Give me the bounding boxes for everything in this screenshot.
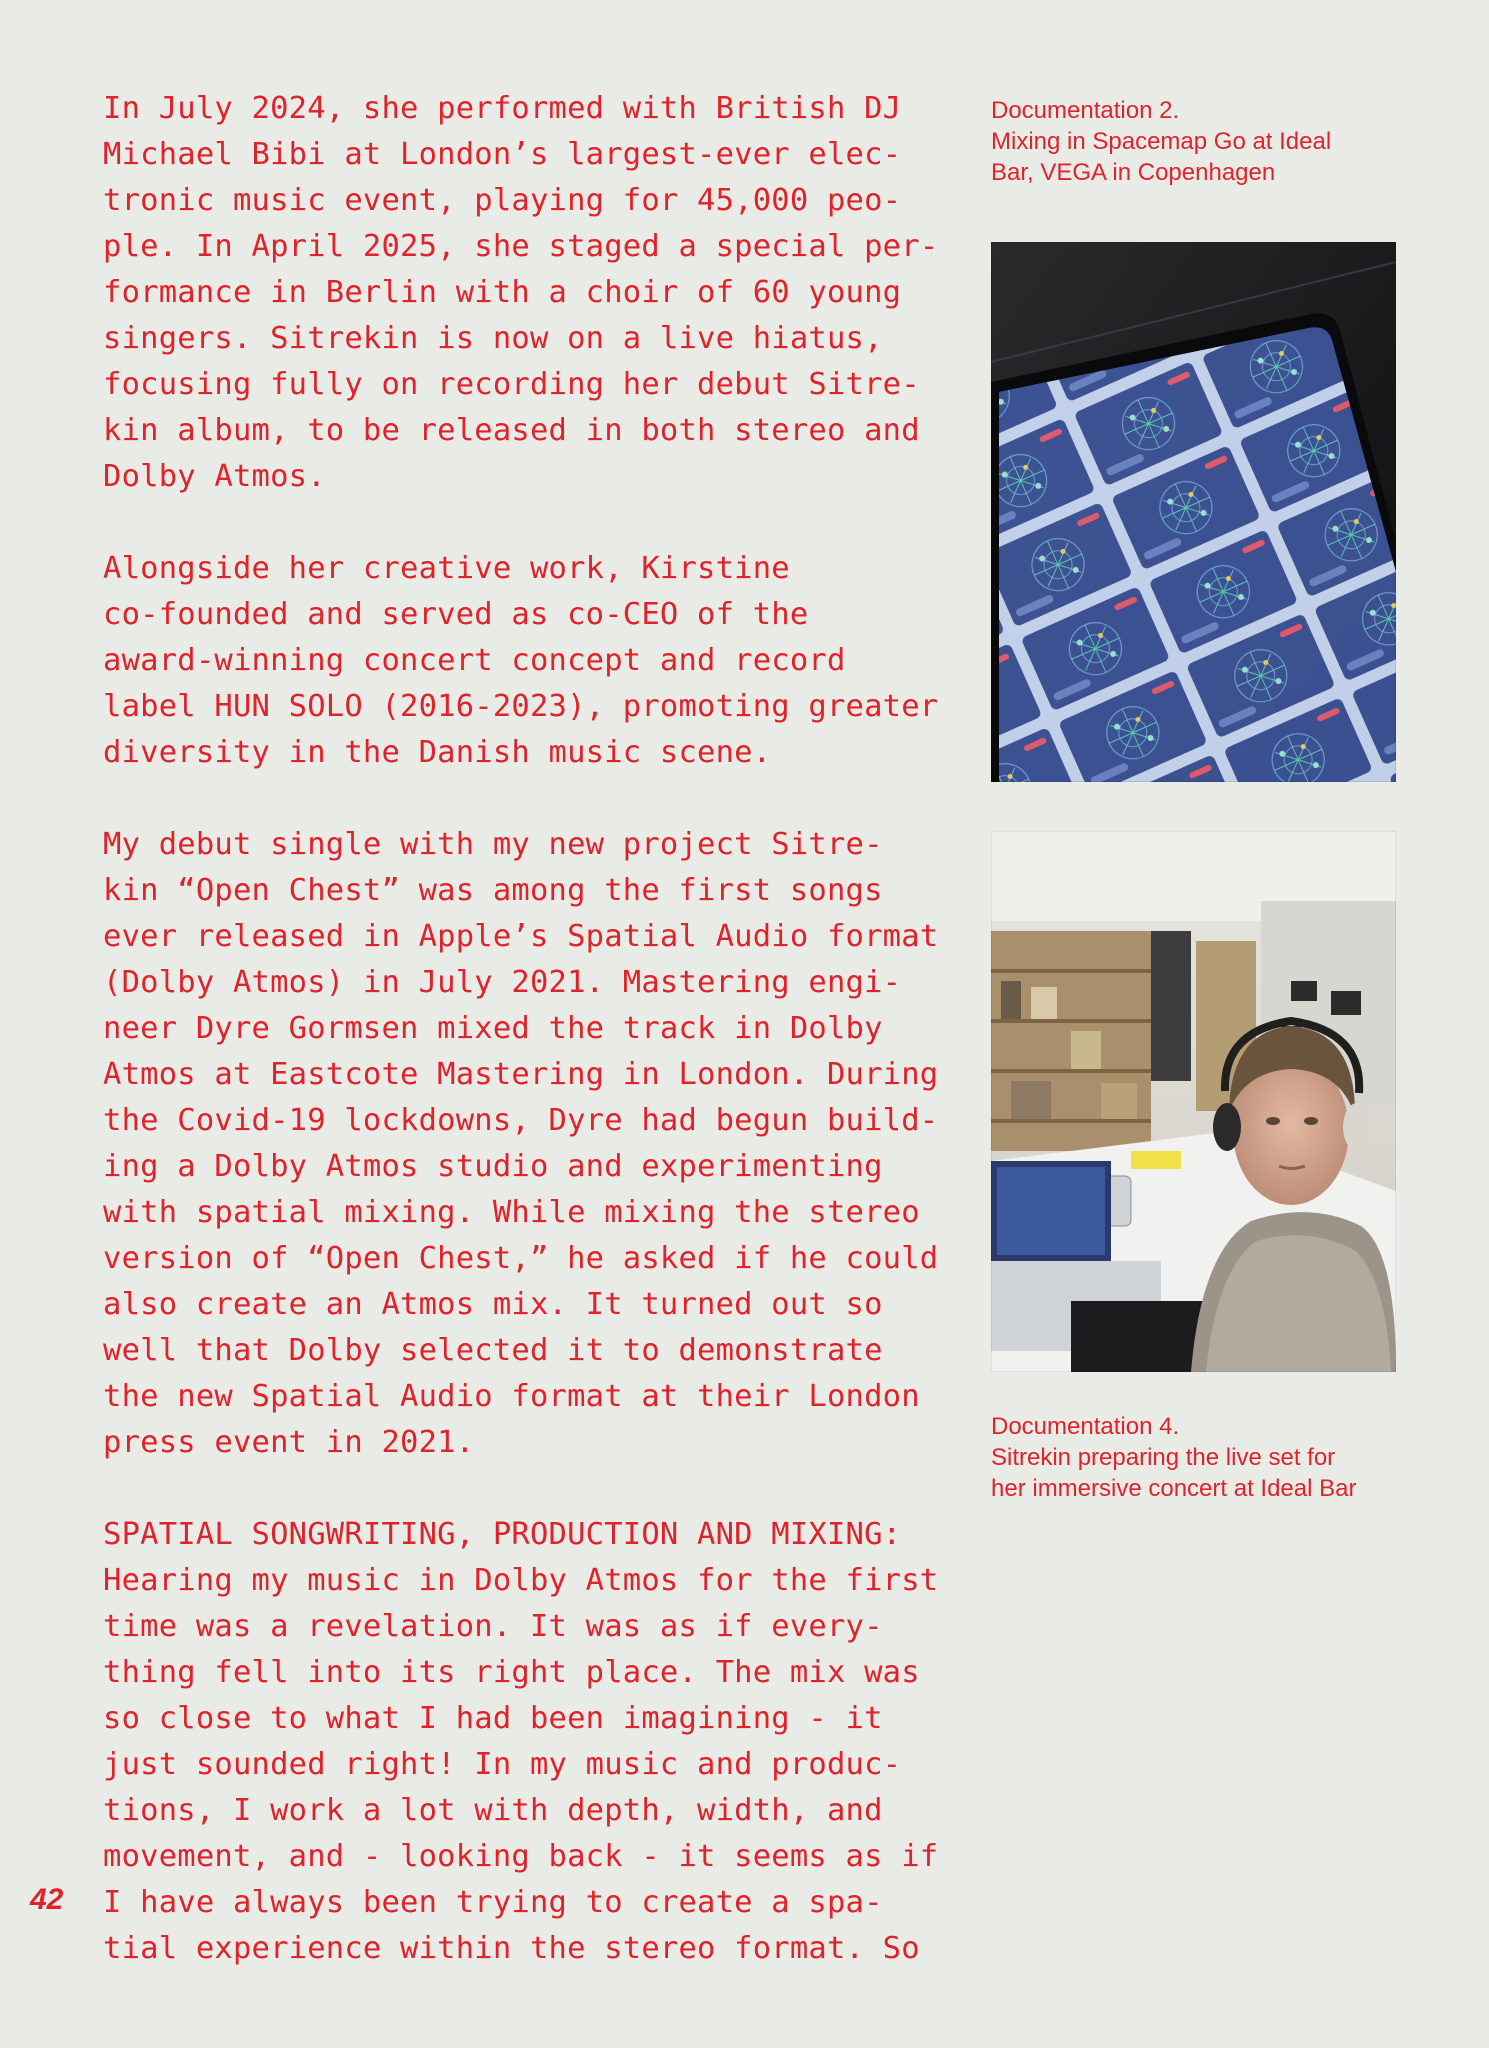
- text-line: Alongside her creative work, Kirstine: [103, 551, 790, 586]
- text-line: movement, and - looking back - it seems as if: [103, 1839, 939, 1874]
- caption-line: Bar, VEGA in Copenhagen: [991, 159, 1276, 186]
- text-line: formance in Berlin with a choir of 60 young: [103, 275, 902, 310]
- text-line: focusing fully on recording her debut Sitre-: [103, 367, 920, 402]
- text-line: diversity in the Danish music scene.: [103, 735, 772, 770]
- text-line: version of “Open Chest,” he asked if he could: [103, 1241, 939, 1276]
- text-line: In July 2024, she performed with British DJ: [103, 91, 902, 126]
- text-line: award-winning concert concept and record: [103, 643, 846, 678]
- text-line: ever released in Apple’s Spatial Audio format: [103, 919, 939, 954]
- paragraph-hun-solo: [103, 546, 963, 776]
- text-line: Atmos at Eastcote Mastering in London. During: [103, 1057, 939, 1092]
- text-line: just sounded right! In my music and produc-: [103, 1747, 902, 1782]
- text-line: My debut single with my new project Sitre-: [103, 827, 883, 862]
- section-heading: SPATIAL SONGWRITING, PRODUCTION AND MIXING:: [103, 1517, 902, 1552]
- caption-line: her immersive concert at Ideal Bar: [991, 1475, 1357, 1502]
- paragraph-open-chest: [103, 822, 963, 1466]
- text-line: time was a revelation. It was as if every-: [103, 1609, 883, 1644]
- text-line: ing a Dolby Atmos studio and experimenting: [103, 1149, 883, 1184]
- text-line: thing fell into its right place. The mix was: [103, 1655, 920, 1690]
- body-text-column: [103, 86, 963, 1972]
- text-line: ple. In April 2025, she staged a special per-: [103, 229, 939, 264]
- text-line: label HUN SOLO (2016-2023), promoting greater: [103, 689, 939, 724]
- text-line: also create an Atmos mix. It turned out so: [103, 1287, 883, 1322]
- text-line: well that Dolby selected it to demonstrate: [103, 1333, 883, 1368]
- text-line: so close to what I had been imagining - it: [103, 1701, 883, 1736]
- text-line: Hearing my music in Dolby Atmos for the first: [103, 1563, 939, 1598]
- caption-line: Sitrekin preparing the live set for: [991, 1444, 1336, 1471]
- text-line: Dolby Atmos.: [103, 459, 326, 494]
- caption-line: Documentation 2.: [991, 97, 1180, 124]
- photo-spacemap-tablet: [991, 242, 1396, 782]
- text-line: kin album, to be released in both stereo and: [103, 413, 920, 448]
- caption-line: Mixing in Spacemap Go at Ideal: [991, 128, 1332, 155]
- caption-line: Documentation 4.: [991, 1413, 1180, 1440]
- photo-studio-selfie: [991, 831, 1396, 1372]
- text-line: tions, I work a lot with depth, width, and: [103, 1793, 883, 1828]
- page-number: 42: [30, 1883, 64, 1916]
- text-line: with spatial mixing. While mixing the stereo: [103, 1195, 920, 1230]
- text-line: neer Dyre Gormsen mixed the track in Dolby: [103, 1011, 883, 1046]
- text-line: tronic music event, playing for 45,000 peo-: [103, 183, 902, 218]
- text-line: co-founded and served as co-CEO of the: [103, 597, 809, 632]
- paragraph-performances: [103, 86, 963, 500]
- text-line: singers. Sitrekin is now on a live hiatus,: [103, 321, 883, 356]
- text-line: press event in 2021.: [103, 1425, 475, 1460]
- paragraph-spatial-songwriting: [103, 1512, 963, 1972]
- text-line: tial experience within the stereo format. So: [103, 1931, 920, 1966]
- text-line: kin “Open Chest” was among the first songs: [103, 873, 883, 908]
- caption-documentation-2: [991, 95, 1411, 188]
- text-line: the new Spatial Audio format at their London: [103, 1379, 920, 1414]
- text-line: the Covid-19 lockdowns, Dyre had begun build-: [103, 1103, 939, 1138]
- text-line: Michael Bibi at London’s largest-ever elec-: [103, 137, 902, 172]
- caption-documentation-4: [991, 1411, 1411, 1504]
- text-line: I have always been trying to create a spa-: [103, 1885, 883, 1920]
- text-line: (Dolby Atmos) in July 2021. Mastering engi-: [103, 965, 902, 1000]
